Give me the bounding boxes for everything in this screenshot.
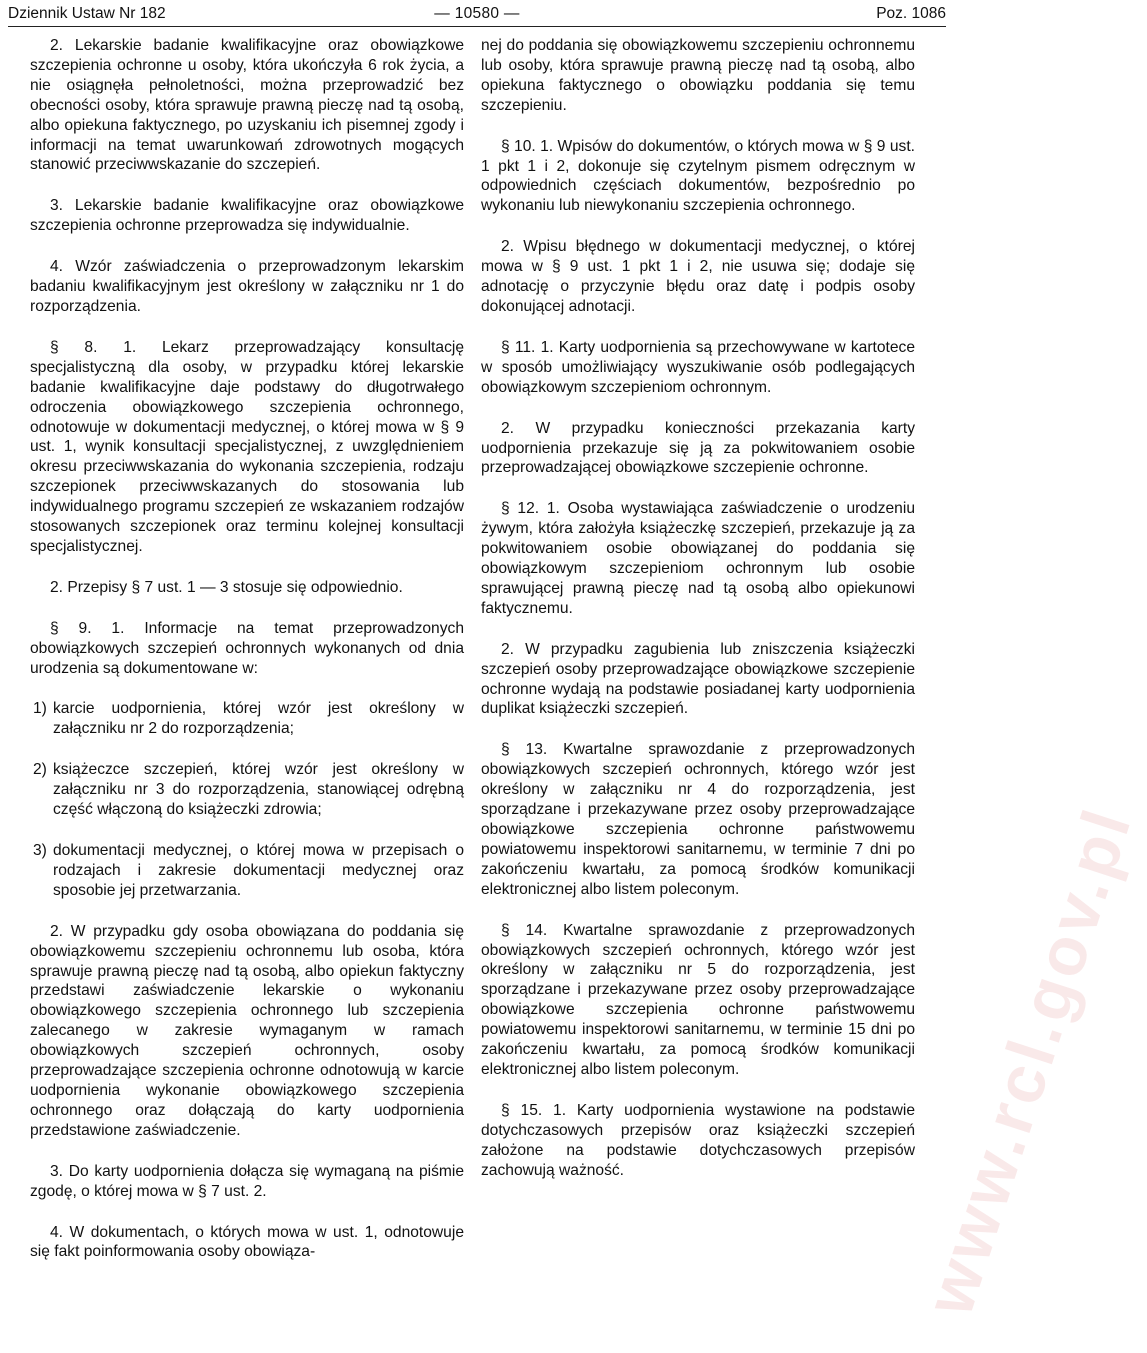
list-item-number: 2) [33, 761, 47, 779]
paragraph: § 15. 1. Karty uodpornienia wystawione na podstawie dotychczasowych przepisów oraz książeczki szczepień założone na podstawie dotychczasowych przepisów zachowują ważność. [481, 1101, 915, 1179]
list-item [30, 699, 464, 739]
paragraph: § 14. Kwartalne sprawozdanie z przeprowadzonych obowiązkowych szczepień ochronnych, którego wzór jest określony w załączniku nr 5 do rozporządzenia, jest sporządzane i przekazywane przez osoby przeprowadzające obowiązkowe szczepienia ochronne państwowemu powiatowemu inspektorowi sanitarnemu, w terminie 15 dni po zakończeniu kwartału, za pomocą środków komunikacji elektronicznej albo listem poleconym. [481, 921, 915, 1078]
paragraph: § 13. Kwartalne sprawozdanie z przeprowadzonych obowiązkowych szczepień ochronnych, którego wzór jest określony w załączniku nr 4 do rozporządzenia, jest sporządzane i przekazywane przez osoby przeprowadzające obowiązkowe szczepienia ochronne państwowemu powiatowemu inspektorowi sanitarnemu, w terminie 7 dni po zakończeniu kwartału, za pomocą środków komunikacji elektronicznej albo listem poleconym. [481, 741, 915, 898]
paragraph: 2. W przypadku konieczności przekazania karty uodpornienia przekazuje się ją za pokwitowaniem osobie przeprowadzającej obowiązkowe szczepienie ochronne. [481, 419, 915, 477]
list-item-text: dokumentacji medycznej, o której mowa w przepisach o rodzajach i zakresie dokumentacji medycznej oraz sposobie jej przetwarzania. [53, 842, 464, 899]
list-item-number: 1) [33, 700, 47, 718]
paragraph: 2. Lekarskie badanie kwalifikacyjne oraz obowiązkowe szczepienia ochronne u osoby, która ukończyła 6 rok życia, a nie osiągnęła pełnoletności, można przeprowadzić bez obecności osoby, która sprawuje prawną pieczę nad tą osobą, albo opiekuna faktycznego, po uzyskaniu ich pisemnej zgody i informacji na temat uwarunkowań zdrowotnych mogących stanowić przeciwwskazanie do szczepień. [30, 37, 464, 174]
paragraph: 4. Wzór zaświadczenia o przeprowadzonym lekarskim badaniu kwalifikacyjnym jest określony w załączniku nr 1 do rozporządzenia. [30, 258, 464, 315]
paragraph: 2. Przepisy § 7 ust. 1 — 3 stosuje się odpowiednio. [50, 578, 403, 596]
paragraph: § 8. 1. Lekarz przeprowadzający konsultację specjalistyczną dla osoby, w przypadku której lekarskie badanie kwalifikacyjne daje podstawy do długotrwałego odroczenia obowiązkowego szczepienia ochronnego, odnotowuje w dokumentacji medycznej, o której mowa w § 9 ust. 1, wynik konsultacji specjalistycznej, z uwzględnieniem okresu przeciwwskazania do wykonania szczepienia, rodzaju szczepionek przeciwwskazanych do stosowania lub indywidualnego programu szczepień ze wskazaniem rodzajów stosowanych szczepionek oraz terminu kolejnej konsultacji specjalistycznej. [30, 338, 464, 555]
page-header [8, 4, 946, 28]
header-rule [8, 26, 946, 27]
list-item-text: karcie uodpornienia, której wzór jest określony w załączniku nr 2 do rozporządzenia; [53, 700, 464, 738]
list-item-number: 3) [33, 842, 47, 859]
position-number: Poz. 1086 [876, 5, 946, 22]
paragraph: 2. W przypadku zagubienia lub zniszczenia książeczki szczepień osoby przeprowadzające obowiązkowe szczepienie ochronne wydają na podstawie posiadanej karty uodpornienia duplikat książeczki szczepień. [481, 640, 915, 718]
paragraph: 3. Do karty uodpornienia dołącza się wymaganą na piśmie zgodę, o której mowa w § 7 ust. 2. [30, 1162, 464, 1200]
paragraph: 2. Wpisu błędnego w dokumentacji medycznej, o której mowa w § 9 ust. 1 pkt 1 i 2, nie usuwa się; dodaje się adnotację o przyczynie błędu oraz datę i podpis osoby dokonującej adnotacji. [481, 238, 915, 315]
paragraph: 3. Lekarskie badanie kwalifikacyjne oraz obowiązkowe szczepienia ochronne przeprowadza się indywidualnie. [30, 197, 464, 235]
list-item-text: książeczce szczepień, której wzór jest określony w załączniku nr 3 do rozporządzenia, stanowiącej odrębną część włączoną do książeczki zdrowia; [53, 761, 464, 819]
paragraph: § 12. 1. Osoba wystawiająca zaświadczenie o urodzeniu żywym, która założyła książeczkę szczepień, przekazuje ją za pokwitowaniem osobie obowiązanej do poddania się obowiązkowym szczepieniom ochronnym lub osobie sprawującej prawną pieczę nad tą osobą albo opiekunowi faktycznemu. [481, 500, 915, 617]
paragraph: § 9. 1. Informacje na temat przeprowadzonych obowiązkowych szczepień ochronnych wykonanych od dnia urodzenia są dokumentowane w: [30, 619, 464, 677]
paragraph: 4. W dokumentach, o których mowa w ust. 1, odnotowuje się fakt poinformowania osoby obowiąza- [30, 1223, 464, 1261]
list-item [30, 841, 464, 901]
page-number: — 10580 — [434, 5, 520, 22]
paragraph-continuation: nej do poddania się obowiązkowemu szczepieniu ochronnemu lub osoby, która sprawuje prawną pieczę nad tą osobą, albo opiekuna faktycznego o obowiązku poddania się temu szczepieniu. [481, 37, 915, 114]
paragraph: 2. W przypadku gdy osoba obowiązana do poddania się obowiązkowemu szczepieniu ochronnemu lub osoba, która sprawuje prawną pieczę nad tą osobą, albo opiekun faktyczny przedstawi zaświadczenie lekarskie o wykonaniu obowiązkowego szczepienia ochronnego lub szczepienia zalecanego w zakresie wymaganym w ramach obowiązkowych szczepień ochronnych, osoby przeprowadzające szczepienia ochronne odnotowują w karcie uodpornienia wykonanie obowiązkowego szczepienia ochronnego oraz dołączają do karty uodpornienia przedstawione zaświadczenie. [30, 922, 464, 1139]
list-item [30, 760, 464, 820]
right-column [481, 36, 915, 1202]
paragraph: § 11. 1. Karty uodpornienia są przechowywane w kartotece w sposób umożliwiający wyszukiwanie osób podlegających obowiązkowym szczepieniom ochronnym. [481, 338, 915, 396]
watermark-text: www.rcl.gov.pl [910, 797, 1147, 1324]
journal-title: Dziennik Ustaw Nr 182 [8, 5, 166, 22]
left-column [30, 36, 464, 1283]
paragraph: § 10. 1. Wpisów do dokumentów, o których mowa w § 9 ust. 1 pkt 1 i 2, dokonuje się czytelnym pismem odręcznym w odpowiednich częściach dokumentów, bezpośrednio po wykonaniu lub niewykonaniu szczepienia ochronnego. [481, 137, 915, 215]
